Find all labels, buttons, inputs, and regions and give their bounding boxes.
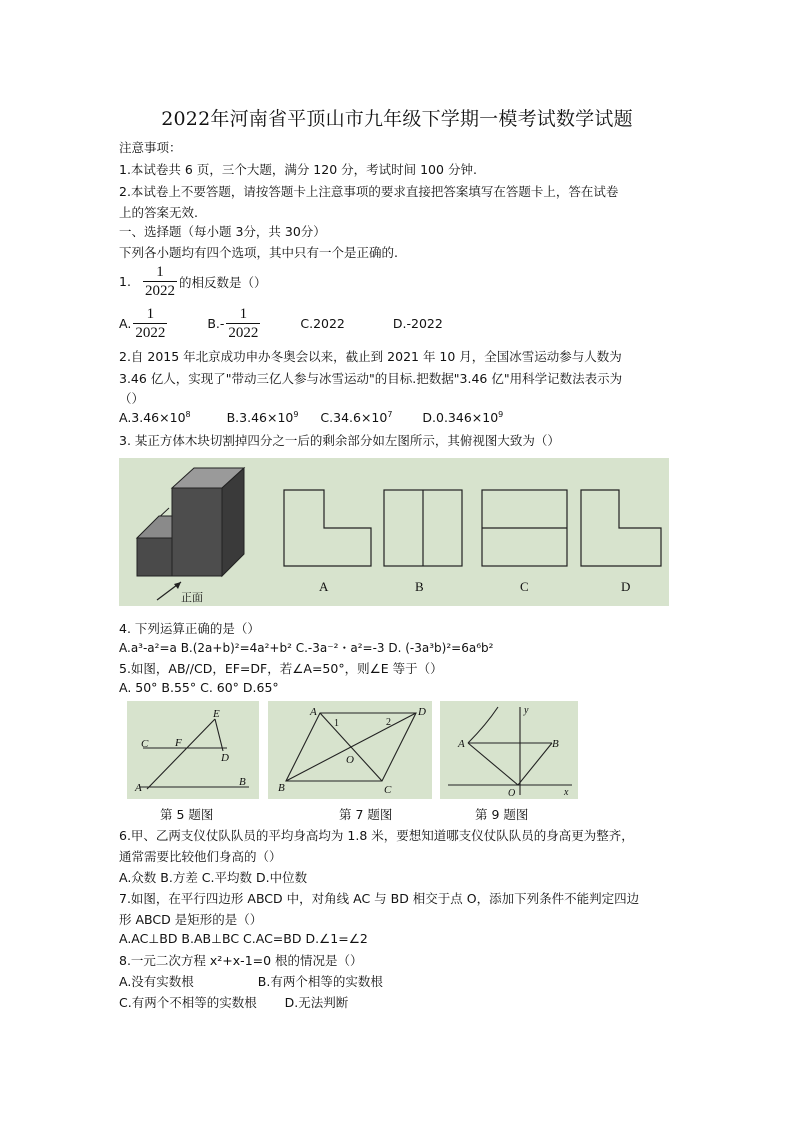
svg-text:O: O — [346, 754, 354, 766]
notice-item-2b: 上的答案无效. — [119, 205, 198, 220]
svg-text:1: 1 — [334, 718, 339, 729]
q7-line-1: 7.如图，在平行四边形 ABCD 中，对角线 AC 与 BD 相交于点 O，添加下列条件不能判定四边 — [119, 891, 640, 906]
section-heading: 一、选择题（每小题 3分，共 30分） — [119, 224, 326, 239]
section-intro: 下列各小题均有四个选项，其中只有一个是正确的. — [119, 245, 398, 260]
q8-option-a: A.没有实数根 — [119, 974, 194, 989]
q1-option-b-frac — [226, 306, 260, 341]
svg-text:E: E — [213, 708, 220, 720]
q3-stem: 3. 某正方体木块切割掉四分之一后的剩余部分如左图所示，其俯视图大致为（） — [119, 433, 560, 448]
frac-denominator: 2022 — [144, 283, 175, 299]
q1-option-a: A. — [119, 316, 132, 331]
q8-options-row-1 — [119, 972, 383, 990]
frac-denominator: 2022 — [228, 325, 259, 341]
q1-number: 1. — [119, 274, 131, 289]
q2-line-1: 2.自 2015 年北京成功申办冬奥会以来，截止到 2021 年 10 月，全国冰雪运动参与人数为 — [119, 349, 622, 364]
svg-text:B: B — [552, 738, 559, 750]
q8-option-d: D.无法判断 — [284, 995, 349, 1010]
q2-option-d: $D.0.346\times 10^9$ — [422, 410, 504, 426]
q6-options: A.众数 B.方差 C.平均数 D.中位数 — [119, 870, 308, 885]
option-b-label: B — [415, 579, 424, 594]
q1-options — [119, 306, 443, 341]
q7-options: A.AC⊥BD B.AB⊥BC C.AC=BD D.∠1=∠2 — [119, 931, 368, 946]
svg-text:y: y — [524, 705, 529, 716]
q1-option-a-frac — [133, 306, 167, 341]
q7-line-2: 形 ABCD 是矩形的是（） — [119, 912, 263, 927]
frac-denominator: 2022 — [135, 325, 166, 341]
option-a-shape — [284, 490, 371, 566]
q5-stem: 5.如图，AB//CD，EF=DF，若∠A=50°，则∠E 等于（） — [119, 661, 443, 676]
q8-stem: 8.一元二次方程 x²+x-1=0 根的情况是（） — [119, 953, 363, 968]
frac-numerator: 1 — [239, 306, 248, 322]
figure-q5 — [127, 701, 259, 799]
figure-q7-svg — [268, 701, 432, 799]
svg-text:F: F — [175, 737, 182, 749]
notice-heading: 注意事项： — [119, 140, 182, 155]
front-label: 正面 — [181, 592, 203, 604]
q1-fraction — [143, 264, 177, 299]
question-1 — [119, 264, 266, 299]
q2-option-c: $C.34.6\times 10^7$ — [320, 410, 393, 426]
svg-text:A: A — [458, 738, 465, 750]
svg-text:A: A — [310, 706, 317, 718]
svg-text:O: O — [508, 788, 516, 799]
q1-option-b: B.- — [207, 316, 225, 331]
option-c-label: C — [520, 579, 529, 594]
q4-stem: 4. 下列运算正确的是（） — [119, 621, 260, 636]
q1-stem: 的相反数是（） — [178, 274, 267, 290]
q5-options: A. 50° B.55° C. 60° D.65° — [119, 680, 279, 695]
svg-text:2: 2 — [386, 717, 391, 728]
svg-text:B: B — [239, 776, 246, 788]
page-title: 2022年河南省平顶山市九年级下学期一模考试数学试题 — [161, 108, 633, 130]
option-c-shape — [482, 490, 567, 566]
caption-q5-figure: 第 5 题图 — [160, 807, 214, 822]
frac-numerator: 1 — [156, 264, 164, 280]
notice-item-1: 1.本试卷共 6 页，三个大题，满分 120 分，考试时间 100 分钟. — [119, 162, 477, 177]
q2-option-b: $B.3.46\times 10^9$ — [226, 410, 299, 426]
q1-option-d: D.-2022 — [392, 316, 443, 331]
q2-line-3: （） — [119, 391, 145, 406]
q3-figure — [119, 458, 669, 606]
q8-option-b: B.有两个相等的实数根 — [257, 974, 383, 989]
figure-q9-svg — [440, 701, 578, 799]
notice-item-2a: 2.本试卷上不要答题，请按答题卡上注意事项的要求直接把答案填写在答题卡上，答在试卷 — [119, 184, 619, 199]
q2-options — [119, 410, 503, 425]
svg-text:x: x — [564, 787, 569, 798]
q3-figure-svg — [119, 458, 669, 606]
q6-line-2: 通常需要比较他们身高的（） — [119, 849, 282, 864]
svg-text:C: C — [141, 738, 149, 750]
option-d-shape — [581, 490, 661, 566]
caption-q7-figure: 第 7 题图 — [339, 807, 393, 822]
q8-options-row-2 — [119, 993, 348, 1011]
svg-text:D: D — [418, 706, 426, 718]
svg-text:D: D — [221, 752, 229, 764]
option-a-label: A — [319, 579, 329, 594]
q6-line-1: 6.甲、乙两支仪仗队队员的平均身高均为 1.8 米，要想知道哪支仪仗队队员的身高更为整齐， — [119, 828, 634, 843]
svg-text:A: A — [135, 782, 142, 794]
option-b-shape — [384, 490, 462, 566]
option-d-label: D — [621, 579, 631, 594]
svg-text:C: C — [384, 784, 392, 796]
figure-q7 — [268, 701, 432, 799]
q8-option-c: C.有两个不相等的实数根 — [119, 995, 257, 1010]
q2-line-2: 3.46 亿人，实现了"带动三亿人参与冰雪运动"的目标.把数据"3.46 亿"用科学记数法表示为 — [119, 371, 623, 386]
figure-q9 — [440, 701, 578, 799]
q4-options: A.a³-a²=a B.(2a+b)²=4a²+b² C.-3a⁻²・a²=-3 D. (-3a³b)²=6a⁶b² — [119, 641, 494, 655]
caption-q9-figure: 第 9 题图 — [475, 807, 529, 822]
svg-text:B: B — [278, 782, 285, 794]
figure-q5-svg — [127, 701, 259, 799]
frac-numerator: 1 — [146, 306, 155, 322]
q1-option-c: C.2022 — [300, 316, 345, 331]
cut-cube-drawing — [137, 468, 244, 576]
front-arrow-head — [174, 582, 181, 589]
q2-option-a: $A.3.46\times 10^8$ — [119, 410, 191, 426]
